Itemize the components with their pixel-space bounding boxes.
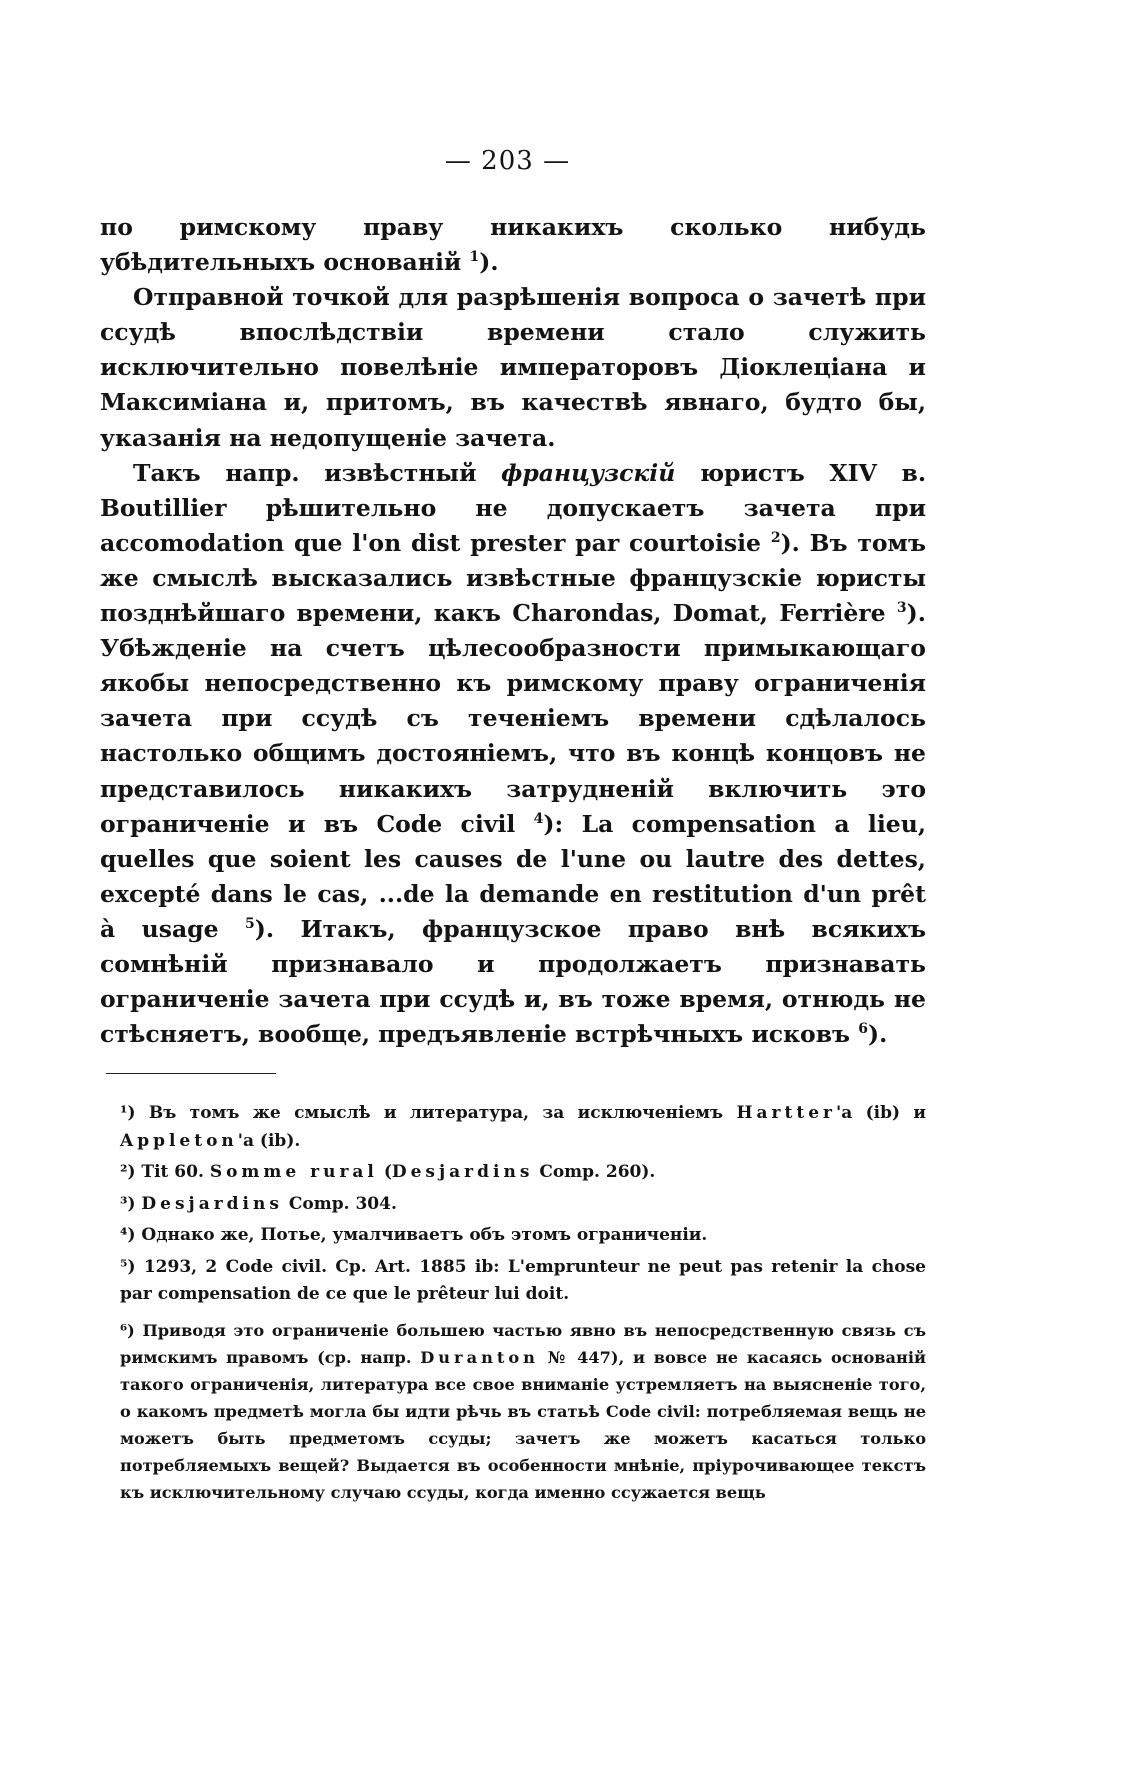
author-name: Appleton bbox=[120, 1130, 238, 1151]
footnote-text: Comp. 304. bbox=[288, 1193, 397, 1214]
paragraph-text: Такъ напр. извѣстный bbox=[133, 458, 477, 487]
paragraph-continuation bbox=[100, 210, 926, 280]
footnote-text: № 447), и вовсе не касаясь основаній такого ограниченія, литература все свое вниманіе устремляетъ на выясненіе того, о какомъ предметѣ могла бы идти рѣчь въ статьѣ Code civil: потребляемая вещь не можетъ быть предметомъ ссуды; зачетъ же можетъ касаться только потребляемыхъ вещей? Выдается въ особенности мнѣніе, пріурочивающее текстъ къ исключительному случаю ссуды, когда именно ссужается вещь bbox=[120, 1347, 926, 1502]
footnote-text: Приводя это ограниченіе большею частью явно въ непосредственную связь съ римскимъ правомъ (ср. напр. bbox=[120, 1320, 927, 1367]
footnote-mark: ⁴) bbox=[120, 1225, 136, 1245]
paragraph-text: ). Итакъ, французское право внѣ всякихъ сомнѣній признавало и продолжаетъ признавать ограниченіе зачета при ссудѣ и, въ тоже время, отнюдь не стѣсняетъ, вообще, предъявленіе встрѣчныхъ исковъ bbox=[100, 914, 926, 1049]
footnote-ref: 6 bbox=[858, 1021, 869, 1038]
footnote-1 bbox=[120, 1100, 926, 1155]
page-number: — 203 — bbox=[444, 146, 571, 176]
paragraph-text: ). Въ томъ же смыслѣ высказались извѣстные французскіе юристы позднѣйшаго времени, какъ Charondas, Domat, Ferrière bbox=[100, 528, 926, 628]
footnote-2 bbox=[120, 1159, 926, 1187]
paragraph-text: ). Убѣжденіе на счетъ цѣлесообразности примыкающаго якобы непосредственно къ римскому праву ограниченія зачета при ссудѣ съ теченіемъ времени сдѣлалось настолько общимъ достояніемъ, что въ концѣ концовъ не представилось никакихъ затрудненій включить это ограниченіе и въ Code civil bbox=[100, 599, 926, 838]
footnote-text: Однако же, Потье, умалчиваетъ объ этомъ ограниченіи. bbox=[141, 1225, 708, 1245]
italic-term: французскій bbox=[501, 458, 676, 487]
footnote-ref: 3 bbox=[896, 600, 907, 617]
paragraph bbox=[100, 280, 926, 455]
footnote-mark: ¹) bbox=[120, 1103, 136, 1123]
author-name: Desjardins bbox=[391, 1162, 534, 1182]
paragraph bbox=[100, 456, 926, 1053]
footnote-text: 1293, 2 Code civil. Cp. Art. 1885 ib: L'emprunteur ne peut pas retenir la chose par compensation de ce que le prêteur lui doit. bbox=[120, 1256, 927, 1304]
footnotes bbox=[120, 1100, 926, 1510]
paragraph-text: ). bbox=[868, 1020, 888, 1049]
footnote-text: 'a (ib). bbox=[237, 1130, 301, 1151]
footnote-mark: ⁵) bbox=[120, 1256, 136, 1277]
footnote-ref: 1 bbox=[469, 249, 480, 266]
footnote-mark: ²) bbox=[120, 1162, 136, 1182]
main-text bbox=[100, 210, 926, 1052]
paragraph-text: ): La compensation a lieu, quelles que soient les causes de l'une ou lautre des dettes, excepté dans le cas, ...de la demande en restitution d'un prêt à usage bbox=[100, 809, 926, 943]
footnote-ref: 2 bbox=[770, 530, 781, 547]
paragraph-text: юристъ XIV в. Boutillier рѣшительно не допускаетъ зачета при accomodation que l'on dist prester par courtoisie bbox=[100, 458, 927, 557]
footnote-3 bbox=[120, 1191, 926, 1219]
footnote-ref: 4 bbox=[533, 810, 544, 827]
footnote-6 bbox=[120, 1317, 926, 1506]
author-name: Desjardins bbox=[141, 1193, 283, 1214]
footnote-mark: ⁶) bbox=[120, 1320, 135, 1340]
footnote-ref: 5 bbox=[245, 916, 255, 933]
footnote-separator bbox=[106, 1073, 276, 1074]
paragraph-text: по римскому праву никакихъ сколько нибудь убѣдительныхъ основаній bbox=[100, 213, 926, 277]
footnote-text: Въ томъ же смыслѣ и литература, за исключеніемъ bbox=[148, 1103, 724, 1123]
paragraph-text: Отправной точкой для разрѣшенія вопроса о зачетѣ при ссудѣ впослѣдствіи времени стало служить исключительно повелѣніе императоровъ Діоклеціана и Максиміана и, притомъ, въ качествѣ явнаго, будто бы, указанія на недопущеніе зачета. bbox=[100, 283, 926, 452]
author-name: Hartter bbox=[736, 1103, 836, 1123]
footnote-text: 'a (ib) и bbox=[835, 1103, 927, 1123]
footnote-text: ( bbox=[383, 1162, 392, 1182]
work-title: Somme rural bbox=[209, 1162, 378, 1182]
author-name: Duranton bbox=[420, 1347, 539, 1367]
footnote-4 bbox=[120, 1222, 926, 1250]
paragraph-text: ). bbox=[479, 248, 499, 277]
footnote-5 bbox=[120, 1254, 926, 1309]
footnote-text: Tit 60. bbox=[141, 1162, 204, 1182]
footnote-text: Comp. 260). bbox=[539, 1162, 656, 1182]
footnote-mark: ³) bbox=[120, 1193, 136, 1214]
